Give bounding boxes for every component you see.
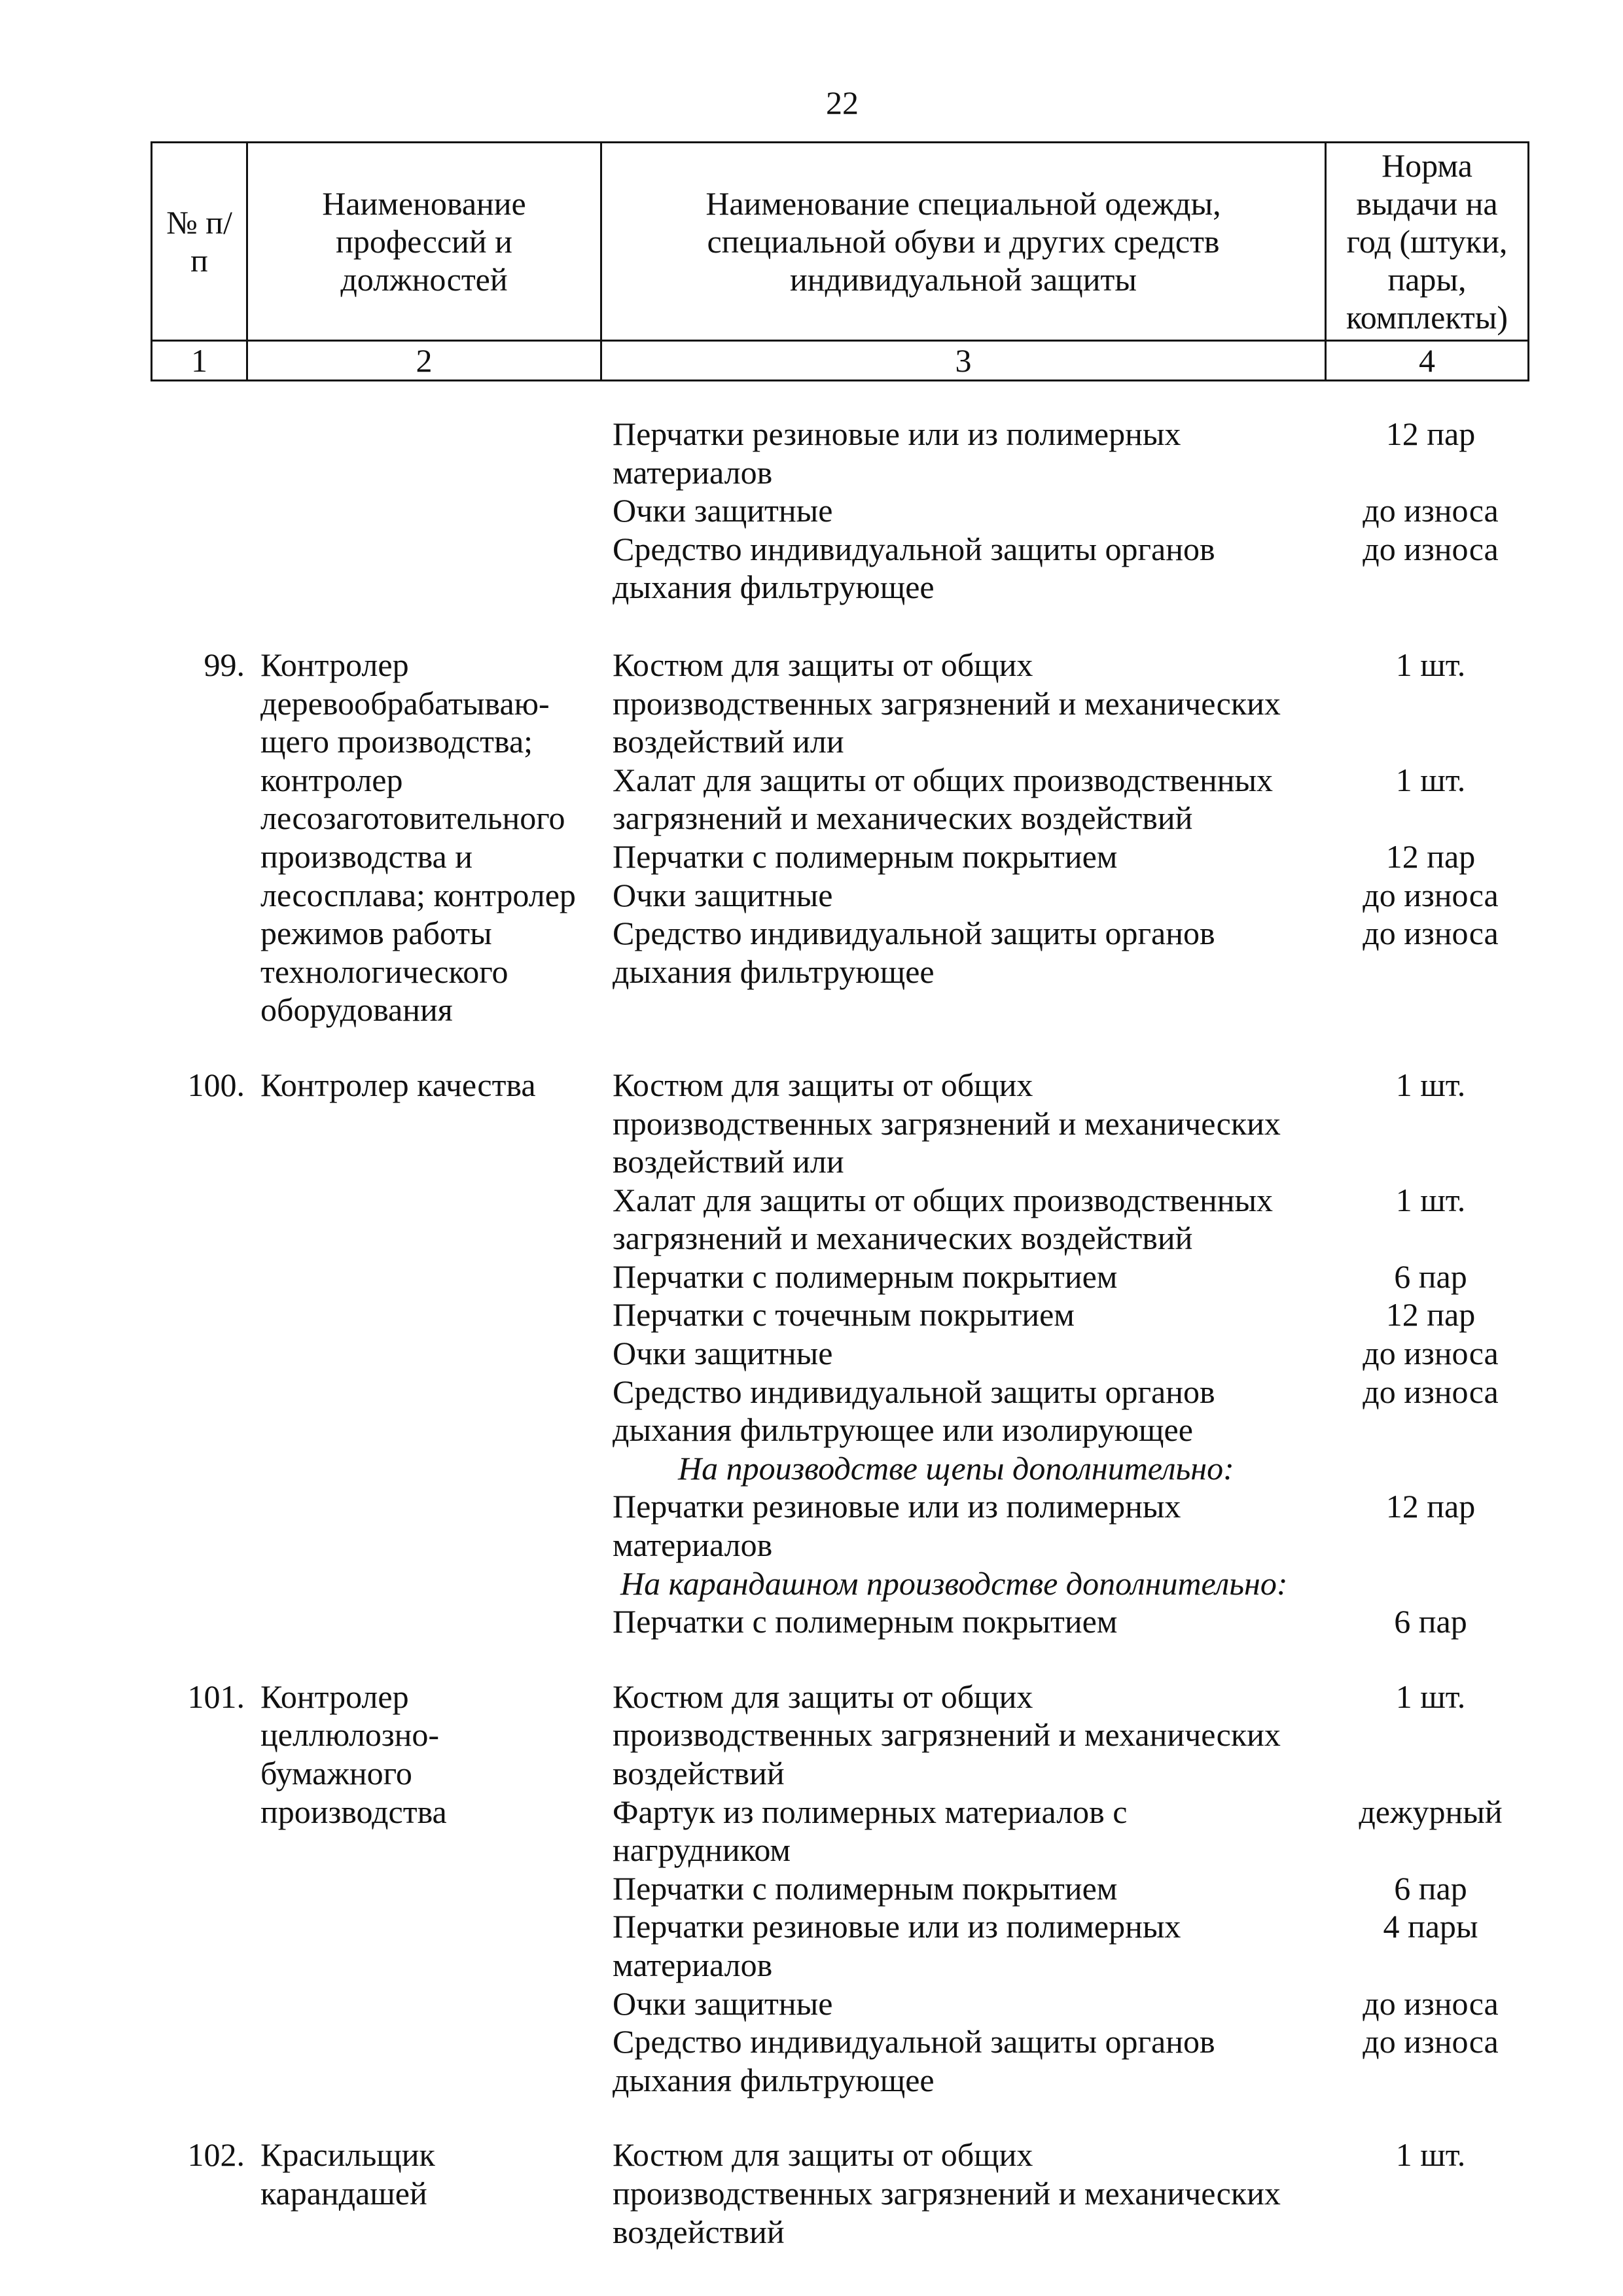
item-line [0,1526,1623,1564]
header-index-4: 4 [1326,341,1529,381]
profession-line: производства [260,1793,447,1830]
item-norm: 1 шт. [1395,761,1466,798]
item-line [0,1066,1623,1104]
profession-line: контролер [260,761,403,798]
item-line [0,530,1623,569]
item-name: Фартук из полимерных материалов с [613,1793,1128,1830]
item-line [0,1373,1623,1411]
item-name: дыхания фильтрующее [613,569,935,606]
item-line [0,684,1623,723]
item-norm: до износа [1363,915,1499,952]
item-line [0,1678,1623,1716]
item-line [0,1411,1623,1449]
table-body [0,378,1623,2251]
item-norm: 1 шт. [1395,1678,1466,1715]
header-col-norm: Норма выдачи на год (штуки, пары, комплекты) [1326,143,1529,341]
item-line [0,1602,1623,1641]
item-name: Средство индивидуальной защиты органов [613,2023,1215,2060]
item-name: воздействий [613,1755,785,1792]
item-name: производственных загрязнений и механических [613,1716,1281,1754]
item-name: Костюм для защиты от общих [613,2136,1033,2174]
item-line [0,2022,1623,2061]
item-name: Перчатки с полимерным покрытием [613,1603,1118,1640]
item-norm: 12 пар [1385,1488,1476,1525]
item-name: материалов [613,1946,773,1983]
item-name: загрязнений и механических воздействий [613,800,1193,837]
item-line [0,1258,1623,1296]
profession-line: бумажного [260,1755,412,1792]
item-name: дыхания фильтрующее [613,953,935,990]
item-norm: до износа [1363,492,1499,529]
profession-line: лесозаготовительного [260,800,565,837]
profession-line: щего производства; [260,723,533,760]
item-line [0,1181,1623,1220]
table-row [0,646,1623,1029]
item-name: Перчатки резиновые или из полимерных [613,415,1181,452]
profession-line: Контролер [260,1678,409,1715]
item-line [0,1334,1623,1373]
profession-line: технологического [260,953,508,990]
item-line [0,2061,1623,2100]
item-line [0,1449,1623,1488]
profession-line: деревообрабатываю- [260,684,550,722]
item-norm: до износа [1363,876,1499,913]
item-line [0,453,1623,492]
item-norm: 4 пары [1383,1908,1478,1945]
item-norm: 1 шт. [1395,1181,1466,1218]
item-name: воздействий или [613,1143,844,1180]
item-subheading: На карандашном производстве дополнительно: [620,1564,1288,1602]
item-name: материалов [613,453,773,491]
item-name: Костюм для защиты от общих [613,1678,1033,1715]
profession-line: производства и [260,838,473,875]
row-number: 102. [187,2136,245,2174]
item-norm: 6 пар [1394,1258,1467,1295]
page-number: 22 [826,84,859,121]
item-line [0,1831,1623,1869]
row-number: 100. [187,1066,245,1103]
row-number: 99. [204,646,245,683]
item-norm: до износа [1363,2023,1499,2060]
item-name: Перчатки с точечным покрытием [613,1296,1075,1333]
item-name: дыхания фильтрующее [613,2061,935,2098]
item-norm: 1 шт. [1395,2136,1466,2174]
item-name: Средство индивидуальной защиты органов [613,530,1215,567]
item-line [0,1946,1623,1985]
item-line [0,1793,1623,1831]
item-name: Халат для защиты от общих производственных [613,761,1274,798]
profession-line: лесосплава; контролер [260,876,576,913]
item-name: материалов [613,1527,773,1564]
item-line [0,1716,1623,1754]
item-line [0,761,1623,800]
table-row [0,1066,1623,1641]
item-norm: 12 пар [1385,838,1476,875]
item-line [0,1869,1623,1908]
item-name: Очки защитные [613,876,833,913]
table-row [0,415,1623,607]
header-col-number: № п/п [152,143,247,341]
item-name: Очки защитные [613,492,833,529]
item-name: производственных загрязнений и механических [613,1104,1281,1142]
item-name: Перчатки резиновые или из полимерных [613,1908,1181,1945]
item-line [0,914,1623,953]
item-line [0,1907,1623,1946]
header-col-profession: Наименование профессий и должностей [247,143,601,341]
item-line [0,1219,1623,1258]
item-name: воздействий [613,2213,785,2250]
item-line [0,876,1623,915]
profession-line: Красильщик [260,2136,435,2174]
item-line [0,1564,1623,1603]
table-row [0,1678,1623,2100]
item-name: Очки защитные [613,1335,833,1372]
item-name: Перчатки с полимерным покрытием [613,1869,1118,1907]
item-norm: до износа [1363,1335,1499,1372]
item-line [0,646,1623,684]
item-line [0,1487,1623,1526]
item-name: дыхания фильтрующее или изолирующее [613,1411,1193,1449]
item-name: производственных загрязнений и механических [613,684,1281,722]
item-name: Халат для защиты от общих производственных [613,1181,1274,1218]
item-norm: дежурный [1359,1793,1503,1830]
item-norm: до износа [1363,1985,1499,2022]
item-name: производственных загрязнений и механических [613,2174,1281,2212]
profession-line: целлюлозно- [260,1716,440,1754]
item-norm: 12 пар [1385,1296,1476,1333]
profession-line: Контролер [260,646,409,683]
item-norm: 1 шт. [1395,646,1466,683]
profession-line: Контролер качества [260,1066,536,1103]
item-norm: 1 шт. [1395,1066,1466,1103]
header-index-1: 1 [152,341,247,381]
item-norm: 6 пар [1394,1869,1467,1907]
item-line [0,568,1623,607]
item-line [0,799,1623,838]
item-line [0,953,1623,991]
item-line [0,1754,1623,1793]
row-number: 101. [187,1678,245,1715]
table-header [151,141,1529,381]
header-index-3: 3 [601,341,1326,381]
item-name: Очки защитные [613,1985,833,2022]
item-line [0,1985,1623,2023]
item-line [0,1296,1623,1334]
item-subheading: На производстве щепы дополнительно: [678,1449,1234,1487]
item-name: нагрудником [613,1831,791,1869]
header-index-2: 2 [247,341,601,381]
item-line [0,491,1623,530]
item-line [0,1104,1623,1143]
header-col-items: Наименование специальной одежды, специальной обуви и других средств индивидуальной защиты [601,143,1326,341]
item-line [0,2136,1623,2174]
profession-line: оборудования [260,991,453,1029]
item-norm: до износа [1363,1373,1499,1410]
item-line [0,415,1623,453]
item-line [0,991,1623,1029]
item-name: Костюм для защиты от общих [613,646,1033,683]
item-line [0,838,1623,876]
item-norm: до износа [1363,530,1499,567]
profession-line: карандашей [260,2174,427,2212]
item-name: воздействий или [613,723,844,760]
profession-line: режимов работы [260,915,492,952]
item-name: Перчатки с полимерным покрытием [613,838,1118,875]
item-line [0,2213,1623,2252]
table-row [0,2136,1623,2251]
item-line [0,1142,1623,1181]
item-line [0,2174,1623,2213]
item-name: Костюм для защиты от общих [613,1066,1033,1103]
item-name: Перчатки резиновые или из полимерных [613,1488,1181,1525]
item-name: Перчатки с полимерным покрытием [613,1258,1118,1295]
item-norm: 6 пар [1394,1603,1467,1640]
item-line [0,722,1623,761]
item-name: загрязнений и механических воздействий [613,1220,1193,1257]
item-norm: 12 пар [1385,415,1476,452]
item-name: Средство индивидуальной защиты органов [613,915,1215,952]
item-name: Средство индивидуальной защиты органов [613,1373,1215,1410]
